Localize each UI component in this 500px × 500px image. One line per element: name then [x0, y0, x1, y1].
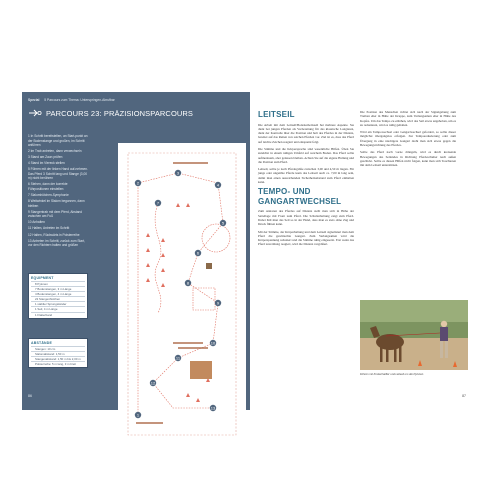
section-label: Spezial	[28, 98, 40, 102]
svg-text:9: 9	[216, 300, 220, 306]
step-item: 7 Slalomhütchen-Symphonie	[28, 193, 69, 198]
step-item: 8 Weitwinkel im Slalom begonnen, dann bleiben	[28, 199, 85, 208]
equipment-item: 22 Stangenhütchen	[31, 296, 85, 301]
body-paragraph: Die Position des Menschen richtet sich nach der Signalgebung zum Treiben eher in Höhe der Kruppe, zum Verlangsamen eher in Höhe des Kopfes. Um das Tempo zu erhöhen, wird das Seil etwas angehoben, um es zu reduzieren, wird es ruhig gehalten.	[360, 110, 456, 127]
page-number-right: 87	[462, 394, 466, 398]
distance-item: Polsterreihe: 5 m lang, 3 m breit	[31, 361, 85, 366]
equipment-item: 4 Bodenstangen, 4 m Länge	[31, 291, 85, 296]
svg-text:11: 11	[175, 355, 181, 361]
step-item: 9 Stangentrab mit dem Pferd, Abstand zwischen am Fuß	[28, 209, 83, 219]
distance-item: Stangenabstand: 1,50 m bis 2,00 m	[31, 356, 85, 361]
body-paragraph: Mit der Stimme, der Körperhaltung und dem Leitseil signalisiert man dem Pferd die gewünschte Gangart. Zum Verlangsamen wird die Körperspannung reduziert und die Stimme ruhig eingesetzt. Erst wenn das Pferd zuverlässig reagiert, wird die Distanz vergrößert.	[258, 229, 354, 247]
distances-list	[29, 346, 87, 367]
step-item: 1 In Schritt bereitstellen, an Start-punkt an der Bodenstange und großen, im Schritt anführen	[28, 134, 88, 147]
equipment-item: 1 Seil, 4 m Länge	[31, 306, 85, 311]
step-item: 4 Stand im Viereck stellen	[28, 161, 65, 166]
step-item: 5 Führen mit der linken Hand auf-nehmen. Das Pferd 3 Schritt lang und Stange (3,00 m) nicht berühren	[28, 167, 88, 181]
step-item: 6 Stehen, dann der korrekte Führpositionen einstellen	[28, 182, 68, 191]
body-paragraph: Wird ein Tempowechsel oder Gangartwechsel gefordert, so sollte dieser möglichst übergangslos erfolgen. Zur Temporeduzierung oder zum Übergang in eine niedrigere Gangart dreht man sich etwas gegen die Bewegungsrichtung des Pferdes.	[360, 130, 456, 148]
jump-stand	[206, 263, 212, 269]
page-number-left: 86	[28, 394, 32, 398]
step-item: 13 Antreten im Schritt, zurück zum Start, vor den Richtern halten und grüßen	[28, 238, 86, 248]
distances-box	[28, 338, 88, 368]
body-paragraph: Leitseil, sollte je nach Pferdegröße zwischen 3,00 und 4,50 m liegen. Für junge oder ungeübte Pferde kann das Leitseil auch ca. 7,00 m lang sein, damit man einen ausreichenden Sicherheitsabstand zum Pferd einhalten kann.	[258, 167, 354, 185]
svg-text:2: 2	[136, 180, 140, 186]
box-obstacle	[190, 361, 212, 379]
distances-heading: ABSTÄNDE	[31, 340, 53, 345]
svg-text:8: 8	[186, 280, 190, 286]
horseshoe-arrow-icon	[28, 109, 42, 118]
course-diagram	[118, 143, 246, 445]
body-paragraph: Die Stimme und die Körpersprache sind wesentliche Hilfen. Üben Sie zunächst in einem ruhigen Umfeld auf weichem Boden. Das Pferd sollte aufmerksam, aber gelassen bleiben. Achten Sie auf die eigene Haltung und die Position zum Pferd.	[258, 146, 354, 164]
svg-text:4: 4	[216, 182, 220, 188]
body-paragraph: Zum Antreten des Pferdes auf Distanz stellt man sich in Höhe der Sattellage mit Front zum Pferd. Die Schulterhaltung zeigt zum Pferd. Dabei hält man das Seil so in der Hand, dass man es stets ohne Zug und Druck führen kann.	[258, 209, 354, 227]
distance-item: Slalomabstand: 1,50 m	[31, 351, 85, 356]
left-page	[22, 92, 250, 418]
svg-text:7: 7	[156, 200, 160, 206]
equipment-item: 7 Bodenstangen, 3 m Länge	[31, 286, 85, 291]
step-item: 11 Halten, Antreten im Schritt	[28, 226, 70, 231]
body-paragraph: Die Arbeit mit dem Leitseil/Bodenarbeitsseil hat mehrere Aspekte. Sie dient bei jungen Pferden als Vorbereitung für das klassische Longieren, dient der Kontrolle über die Position und halt des Pferdes in der Distanz, bereitet auf das Reiten von solchen Pferden vor. Ziel ist es, dass das Pferd auf leichte Zeichen reagiert und entspannt folgt.	[258, 122, 354, 144]
svg-text:10: 10	[210, 340, 216, 346]
text-column-2	[360, 110, 456, 171]
section-heading: LEITSEIL	[258, 110, 295, 119]
title-row	[28, 109, 193, 118]
equipment-list	[29, 281, 87, 318]
section-heading: TEMPO- UND GANGARTWECHSEL	[258, 187, 342, 206]
running-head-text: 5 Parcours zum Thema: Unterspringen-Abrufbar	[44, 98, 115, 102]
right-page	[250, 92, 472, 410]
equipment-heading: EQUIPMENT	[31, 275, 54, 280]
running-head	[28, 98, 115, 102]
svg-text:6: 6	[196, 250, 200, 256]
page-title: PARCOURS 23: PRÄZISIONSPARCOURS	[46, 109, 194, 118]
svg-text:3: 3	[176, 170, 180, 176]
horse-training-photo	[360, 300, 468, 370]
text-column-1	[258, 110, 354, 250]
step-item: 2 Im Trab antreten, dann verwechseln	[28, 149, 82, 154]
body-paragraph: Sollte das Pferd nach vorne drängeln, wird es durch kreisende Bewegungen des Seilendes in Richtung Pferdeschulter nach außen geschickt. Sollte es diesen Hilfen nicht folgen, kann man sich Touchieren mit dem Leitseil unterstützen.	[360, 150, 456, 168]
svg-text:1: 1	[136, 412, 140, 418]
svg-text:13: 13	[210, 405, 216, 411]
distance-item: Stangen: 10 cm	[31, 346, 85, 351]
equipment-item: 8 Pylonen	[31, 281, 85, 286]
photo-caption: Führen mit Knotenhalfter und Leitseil um die Pylonen.	[360, 373, 424, 376]
svg-text:12: 12	[150, 380, 156, 386]
svg-text:5: 5	[221, 220, 225, 226]
step-item: 3 Stand am Zaun prüfen	[28, 155, 63, 160]
course-steps	[28, 134, 88, 249]
equipment-item: 1 stabiler Sprungständer	[31, 301, 85, 306]
step-item: 12 Halten, Rückwärts in Polsterreihe	[28, 232, 80, 237]
equipment-item: 1 Flatterband	[31, 312, 85, 317]
equipment-box	[28, 273, 88, 319]
step-item: 10 Anhalten	[28, 220, 45, 225]
